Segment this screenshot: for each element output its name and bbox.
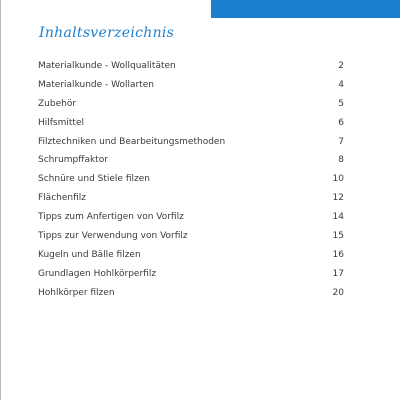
toc-entry[interactable] [38,170,344,189]
toc-entry-page-number: 8 [338,155,344,166]
toc-entry-title: Flächenfilz [38,193,86,204]
toc-entry-page-number: 15 [332,231,344,242]
table-of-contents [38,57,344,303]
header-accent-bar [211,0,400,18]
toc-entry-title: Schnüre und Stiele filzen [38,174,150,185]
toc-entry[interactable] [38,265,344,284]
toc-entry-title: Filztechniken und Bearbeitungsmethoden [38,136,226,147]
toc-entry-page-number: 2 [338,61,344,71]
toc-entry-page-number: 4 [338,79,344,90]
toc-entry[interactable] [38,133,344,152]
toc-entry-title: Kugeln und Bälle filzen [38,249,141,260]
toc-entry-title: Tipps zum Anfertigen von Vorfilz [38,212,184,223]
toc-entry[interactable] [38,227,344,246]
toc-heading: Inhaltsverzeichnis [39,25,175,41]
toc-entry-page-number: 20 [332,287,344,298]
toc-entry-title: Hohlkörper filzen [38,287,115,298]
toc-entry-page-number: 10 [332,174,344,185]
toc-entry-title: Zubehör [38,98,77,109]
toc-entry-page-number: 12 [332,193,344,204]
toc-entry-page-number: 5 [338,98,344,109]
toc-entry-title: Schrumpffaktor [38,155,108,166]
toc-entry[interactable] [38,189,344,208]
toc-entry-page-number: 6 [338,117,344,128]
toc-entry-title: Hilfsmittel [38,117,84,128]
toc-entry-title: Tipps zur Verwendung von Vorfilz [38,231,188,242]
toc-entry-title: Grundlagen Hohlkörperfilz [38,268,157,279]
toc-entry-page-number: 16 [332,249,344,260]
toc-entry-title: Materialkunde - Wollqualitäten [38,61,176,71]
page-edge [0,0,1,400]
toc-entry[interactable] [38,208,344,227]
toc-entry[interactable] [38,57,344,76]
toc-entry-page-number: 17 [332,268,344,279]
toc-entry[interactable] [38,95,344,114]
toc-entry[interactable] [38,151,344,170]
toc-entry-page-number: 14 [332,212,344,223]
toc-entry-page-number: 7 [338,136,344,147]
toc-entry[interactable] [38,284,344,303]
toc-entry[interactable] [38,114,344,133]
toc-entry-title: Materialkunde - Wollarten [38,79,154,90]
toc-entry[interactable] [38,76,344,95]
toc-entry[interactable] [38,246,344,265]
